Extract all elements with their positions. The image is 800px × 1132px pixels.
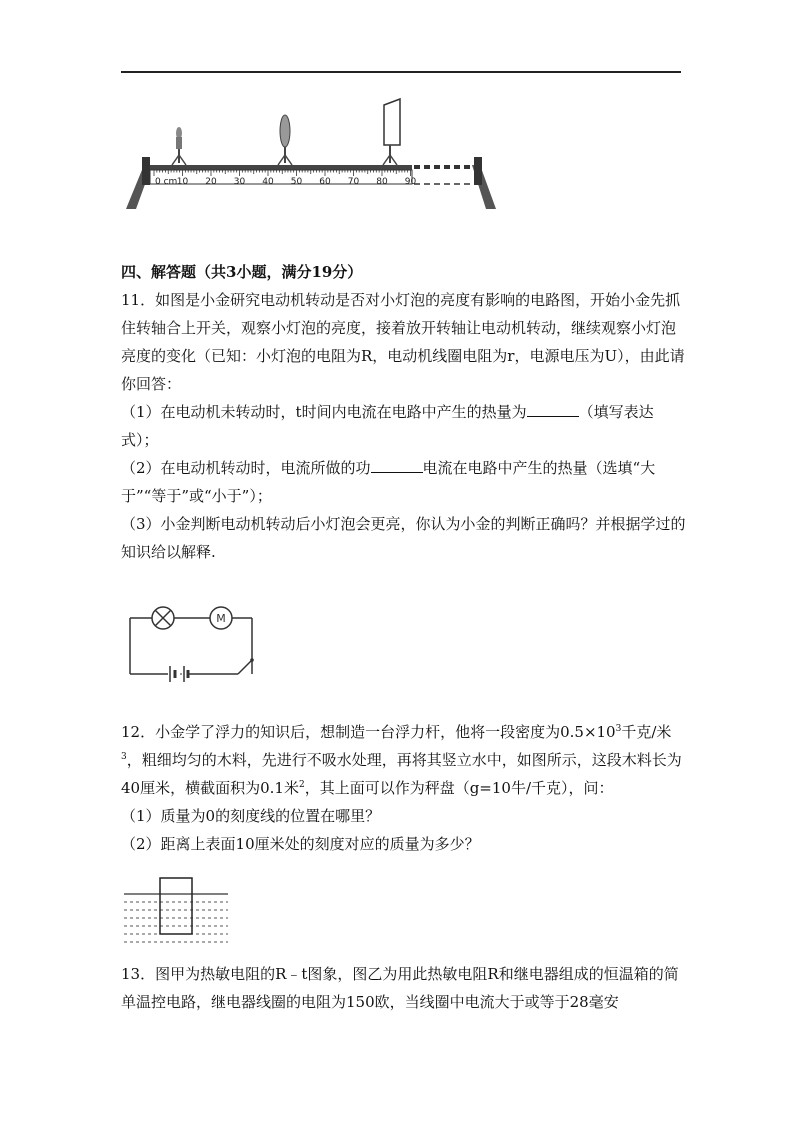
lamp-symbol	[152, 607, 174, 629]
q12-part1: （1）质量为0的刻度线的位置在哪里？	[121, 807, 381, 825]
q12-part2: （2）距离上表面10厘米处的刻度对应的质量为多少？	[121, 835, 480, 853]
scale-label: 50	[290, 177, 303, 187]
scale-label: 10	[176, 177, 189, 187]
candle	[172, 127, 186, 165]
q11-part2-text-a: （2）在电动机转动时，电流所做的功	[121, 459, 371, 477]
scale-label: 20	[205, 177, 217, 187]
scale-label: 80	[376, 177, 388, 187]
scale-label: 40	[262, 177, 274, 187]
answer-blank[interactable]	[371, 458, 423, 473]
scale-label: 60	[319, 177, 331, 187]
section-4	[121, 258, 686, 566]
q11-part2	[121, 454, 686, 510]
motor-label: M	[216, 612, 226, 625]
motor-symbol	[210, 607, 232, 629]
optical-bench-figure	[122, 95, 502, 215]
scale-label: 0 cm	[155, 177, 178, 187]
bench-left-post	[142, 157, 150, 185]
q13-text: 13．图甲为热敏电阻的R﹣t图象，图乙为用此热敏电阻R和继电器组成的恒温箱的简单温控电路，继电器线圈的电阻为150欧，当线圈中电流大于或等于28毫安	[121, 965, 679, 1011]
section-heading: 四、解答题（共3小题，满分19分）	[121, 263, 363, 281]
q11-part3: （3）小金判断电动机转动后小灯泡会更亮，你认为小金的判断正确吗？并根据学过的知识给以解释.	[121, 515, 686, 561]
scale-label: 70	[347, 177, 360, 187]
bench-rail	[150, 165, 412, 170]
q11-intro: 11．如图是小金研究电动机转动是否对小灯泡的亮度有影响的电路图，开始小金先抓住转轴合上开关，观察小灯泡的亮度，接着放开转轴让电动机转动，继续观察小灯泡亮度的变化（已知：小灯泡的电阻为R，电动机线圈电阻为r，电源电压为U），由此请你回答：	[121, 291, 685, 393]
scale-label: 90	[404, 177, 417, 187]
q12-exp-1: 3	[615, 724, 622, 734]
wood-block	[160, 878, 192, 934]
floating-wood-figure	[122, 872, 232, 948]
motor-circuit-diagram	[122, 600, 262, 692]
q11-part1-text-a: （1）在电动机未转动时，t时间内电流在电路中产生的热量为	[121, 403, 527, 421]
q12-text-3: ，粗细均匀的木料，先进行不吸水处理，再将其竖立水中，如图所示，这段木料长为40厘米，横截面积为0.1米	[121, 751, 682, 797]
question-13	[121, 960, 686, 1016]
q12-text-4: ，其上面可以作为秤盘（g=10牛/千克），问：	[304, 779, 614, 797]
switch-contact	[250, 658, 254, 662]
light-screen	[383, 99, 400, 165]
question-12	[121, 718, 686, 858]
bench-scale	[150, 170, 412, 184]
top-rule	[121, 71, 681, 73]
scale-label: 30	[233, 177, 246, 187]
q12-text-1: 12．小金学了浮力的知识后，想制造一台浮力杆，他将一段密度为0.5×10	[121, 723, 616, 741]
bench-right-post	[474, 157, 482, 185]
battery-symbol	[170, 666, 188, 682]
q12-exp-2: 3	[121, 752, 127, 762]
q12-text-2: 千克/米	[621, 723, 672, 741]
q12-exp-3: 2	[298, 780, 305, 790]
q11-part1	[121, 398, 686, 454]
q11-part1-text-b: （填写表达式）；	[121, 403, 654, 449]
q11-part2-text-b: 电流在电路中产生的热量（选填“大于”“等于”或“小于”）；	[121, 459, 656, 505]
convex-lens	[278, 115, 292, 165]
q12-intro	[121, 718, 686, 802]
answer-blank[interactable]	[527, 402, 579, 417]
